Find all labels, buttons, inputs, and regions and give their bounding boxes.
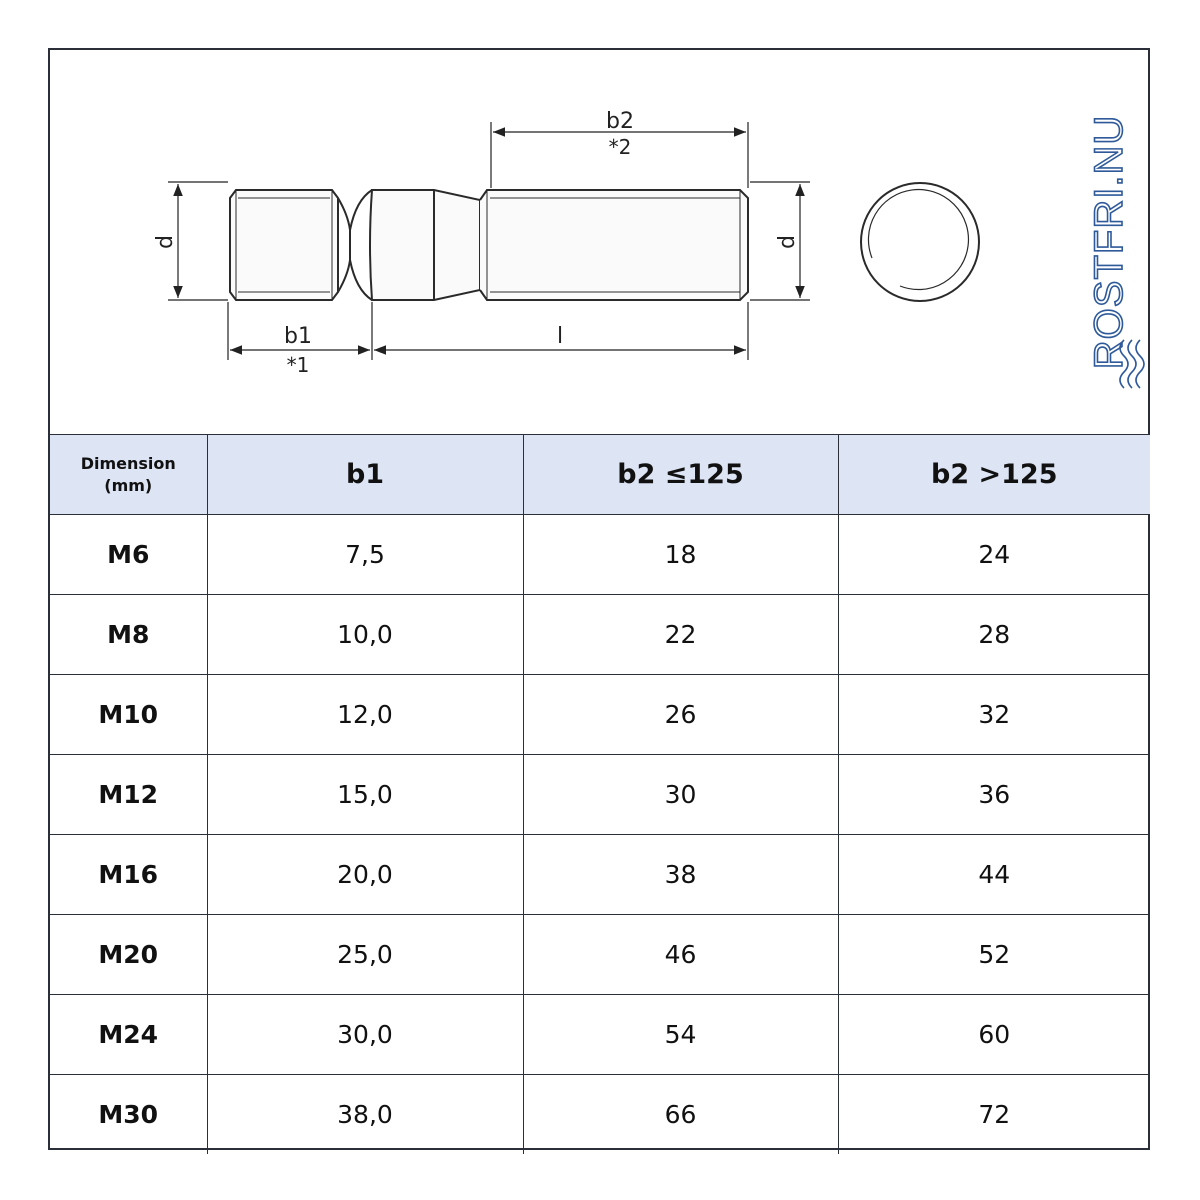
table-row: [50, 1075, 1150, 1155]
b2-small-cell: 26: [523, 675, 838, 755]
b2-large-cell: 32: [838, 675, 1150, 755]
spec-sheet: [48, 48, 1150, 1150]
b2-note: *2: [608, 135, 632, 159]
b2-small-cell: 46: [523, 915, 838, 995]
size-cell: M6: [50, 515, 207, 595]
b2-large-cell: 24: [838, 515, 1150, 595]
table-row: [50, 675, 1150, 755]
d-right-label: d: [775, 235, 800, 249]
table-header-row: [50, 435, 1150, 515]
b2-small-cell: 18: [523, 515, 838, 595]
b1-note: *1: [286, 353, 310, 377]
size-cell: M10: [50, 675, 207, 755]
b2-small-cell: 54: [523, 995, 838, 1075]
b2-small-cell: 30: [523, 755, 838, 835]
b2-large-cell: 60: [838, 995, 1150, 1075]
b1-cell: 25,0: [207, 915, 523, 995]
b2-small-cell: 38: [523, 835, 838, 915]
size-cell: M30: [50, 1075, 207, 1155]
rostfri-logo: [1087, 115, 1144, 388]
size-cell: M20: [50, 915, 207, 995]
table-row: [50, 915, 1150, 995]
l-label: l: [556, 324, 564, 349]
size-cell: M12: [50, 755, 207, 835]
d-left-label: d: [153, 235, 178, 249]
header-dimension: [50, 435, 207, 515]
header-b1: b1: [207, 435, 523, 515]
header-dimension-line1: Dimension: [80, 453, 176, 473]
header-b2-small: b2 ≤125: [523, 435, 838, 515]
b2-large-cell: 44: [838, 835, 1150, 915]
size-cell: M16: [50, 835, 207, 915]
b2-large-cell: 52: [838, 915, 1150, 995]
b1-cell: 20,0: [207, 835, 523, 915]
b1-cell: 10,0: [207, 595, 523, 675]
header-b2-large: b2 >125: [838, 435, 1150, 515]
table-row: [50, 835, 1150, 915]
bolt-outline: [230, 190, 748, 300]
b2-large-cell: 36: [838, 755, 1150, 835]
b1-cell: 30,0: [207, 995, 523, 1075]
b1-cell: 38,0: [207, 1075, 523, 1155]
b1-cell: 15,0: [207, 755, 523, 835]
size-cell: M8: [50, 595, 207, 675]
b2-label: b2: [606, 109, 634, 134]
dimension-table: [50, 434, 1150, 1154]
b2-small-cell: 66: [523, 1075, 838, 1155]
table-row: [50, 995, 1150, 1075]
b2-small-cell: 22: [523, 595, 838, 675]
table-row: [50, 515, 1150, 595]
b2-large-cell: 28: [838, 595, 1150, 675]
stud-bolt-drawing: [50, 50, 1150, 434]
b1-cell: 12,0: [207, 675, 523, 755]
b1-label: b1: [284, 324, 312, 349]
logo-text: ROSTFRI.NU: [1087, 114, 1131, 370]
table-row: [50, 755, 1150, 835]
end-view: [861, 183, 979, 301]
b1-cell: 7,5: [207, 515, 523, 595]
header-dimension-line2: (mm): [104, 475, 153, 495]
table-row: [50, 595, 1150, 675]
b2-large-cell: 72: [838, 1075, 1150, 1155]
size-cell: M24: [50, 995, 207, 1075]
technical-drawing: [50, 50, 1150, 434]
